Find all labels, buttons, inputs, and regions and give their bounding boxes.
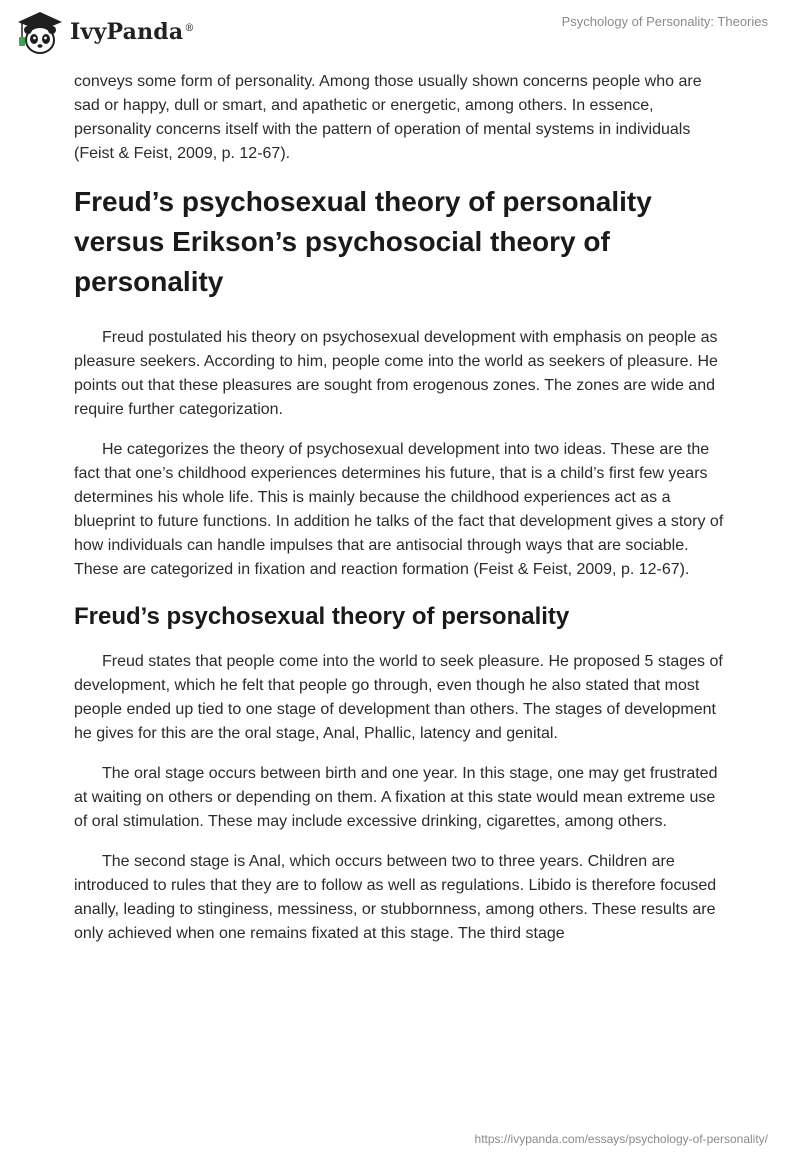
brand-name: IvyPanda® — [70, 19, 195, 45]
ivypanda-logo[interactable] — [14, 8, 195, 56]
article-body — [74, 70, 730, 962]
intro-paragraph: conveys some form of personality. Among those usually shown concerns people who are sad or happy, dull or smart, and apathetic or energetic, among others. In essence, personality concerns itself with the pattern of operation of mental systems in individuals (Feist & Feist, 2009, p. 12-67). — [74, 73, 702, 162]
section-heading-comparison: Freud’s psychosexual theory of personality versus Erikson’s psychosocial theory of personality — [74, 186, 652, 297]
section-heading-freud: Freud’s psychosexual theory of personality — [74, 603, 570, 630]
body-paragraph: The second stage is Anal, which occurs between two to three years. Children are introduced to rules that they are to follow as well as regulations. Libido is therefore focused anally, leading to stinginess, messiness, or stubbornness, among others. These results are only achieved when one remains fixated at this stage. The third stage — [74, 853, 717, 942]
body-paragraph: The oral stage occurs between birth and one year. In this stage, one may get frustrated at waiting on others or depending on them. A fixation at this state would mean extreme use of oral stimulation. These may include excessive drinking, cigarettes, among others. — [74, 765, 718, 830]
body-paragraph: Freud postulated his theory on psychosexual development with emphasis on people as pleasure seekers. According to him, people come into the world as seekers of pleasure. He points out that these pleasures are sought from erogenous zones. The zones are wide and require further categorization. — [74, 329, 718, 418]
body-paragraph: He categorizes the theory of psychosexual development into two ideas. These are the fact that one’s childhood experiences determines his future, that is a child’s first few years determines his whole life. This is mainly because the childhood experiences act as a blueprint to future functions. In addition he talks of the fact that development gives a story of how individuals can handle impulses that are antisocial through ways that are sociable. These are categorized in fixation and reaction formation (Feist & Feist, 2009, p. 12-67). — [74, 441, 724, 578]
source-url[interactable]: https://ivypanda.com/essays/psychology-of-personality/ — [474, 1132, 768, 1146]
page-header — [0, 0, 800, 70]
body-paragraph: Freud states that people come into the world to seek pleasure. He proposed 5 stages of development, which he felt that people go through, even though he also stated that most people ended up tied to one stage of development than others. The stages of development he gives for this are the oral stage, Anal, Phallic, latency and genital. — [74, 653, 723, 742]
document-title: Psychology of Personality: Theories — [561, 14, 768, 29]
panda-graduate-icon — [14, 8, 66, 56]
